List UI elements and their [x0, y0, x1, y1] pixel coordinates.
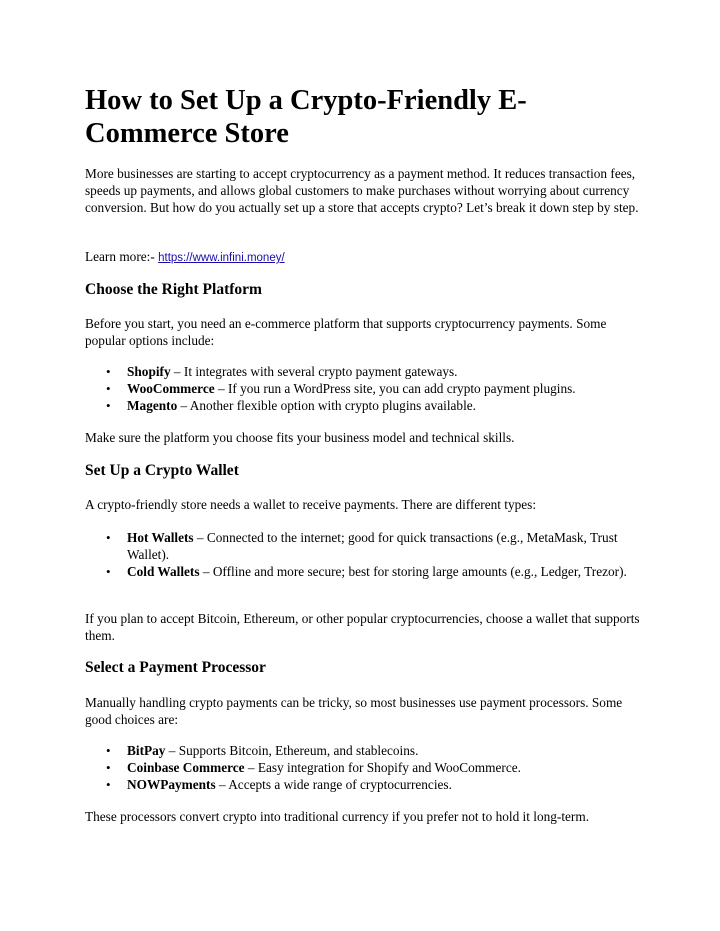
list-item: [85, 563, 645, 580]
list-item-term: Shopify: [127, 364, 171, 379]
list-item-term: Coinbase Commerce: [127, 760, 245, 775]
section-closing-processor: These processors convert crypto into traditional currency if you prefer not to hold it long-term.: [85, 809, 590, 824]
bullet-icon: •: [106, 564, 111, 579]
bullet-icon: •: [106, 364, 111, 379]
learn-more-link[interactable]: https://www.infini.money/: [158, 252, 285, 264]
intro-paragraph: More businesses are starting to accept cryptocurrency as a payment method. It reduces transaction fees, speeds up payments, and allows global customers to make purchases without worrying about currency conversion. But how do you actually set up a store that accepts crypto? Let’s break it down step by step.: [85, 166, 639, 215]
list-item-term: WooCommerce: [127, 381, 215, 396]
list-item-term: NOWPayments: [127, 777, 216, 792]
bullet-icon: •: [106, 398, 111, 413]
bullet-icon: •: [106, 760, 111, 775]
learn-more-label: Learn more:-: [85, 249, 159, 264]
section-closing-platform: Make sure the platform you choose fits your business model and technical skills.: [85, 430, 515, 445]
list-item: [85, 380, 645, 397]
list-item: [85, 529, 645, 563]
wallet-list: [85, 529, 645, 580]
section-heading-platform: Choose the Right Platform: [85, 281, 262, 298]
bullet-icon: •: [106, 381, 111, 396]
list-item: [85, 759, 645, 776]
list-item-term: BitPay: [127, 743, 166, 758]
section-lead-processor: Manually handling crypto payments can be tricky, so most businesses use payment processors. Some good choices are:: [85, 695, 623, 727]
section-lead-wallet: A crypto-friendly store needs a wallet to receive payments. There are different types:: [85, 497, 537, 512]
list-item: [85, 397, 645, 414]
processor-list: [85, 742, 645, 793]
page-title: How to Set Up a Crypto-Friendly E-Commerce Store: [85, 85, 527, 149]
platform-list: [85, 363, 645, 414]
bullet-icon: •: [106, 743, 111, 758]
list-item: [85, 363, 645, 380]
list-item: [85, 776, 645, 793]
list-item-desc: – Connected to the internet; good for quick transactions (e.g., MetaMask, Trust Wallet).: [127, 530, 618, 562]
list-item-desc: – Offline and more secure; best for storing large amounts (e.g., Ledger, Trezor).: [199, 564, 627, 579]
list-item-term: Hot Wallets: [127, 530, 194, 545]
list-item-desc: – It integrates with several crypto payment gateways.: [170, 364, 458, 379]
section-lead-platform: Before you start, you need an e-commerce platform that supports cryptocurrency payments. Some popular options include:: [85, 316, 607, 348]
learn-more-line: [85, 248, 645, 267]
list-item-desc: – If you run a WordPress site, you can add crypto payment plugins.: [214, 381, 576, 396]
list-item-desc: – Accepts a wide range of cryptocurrencies.: [215, 777, 452, 792]
list-item-desc: – Supports Bitcoin, Ethereum, and stablecoins.: [165, 743, 419, 758]
list-item: [85, 742, 645, 759]
bullet-icon: •: [106, 777, 111, 792]
list-item-desc: – Easy integration for Shopify and WooCommerce.: [244, 760, 521, 775]
bullet-icon: •: [106, 530, 111, 545]
section-closing-wallet: If you plan to accept Bitcoin, Ethereum, or other popular cryptocurrencies, choose a wallet that supports them.: [85, 611, 640, 643]
list-item-term: Cold Wallets: [127, 564, 200, 579]
section-heading-processor: Select a Payment Processor: [85, 659, 266, 676]
list-item-term: Magento: [127, 398, 178, 413]
section-heading-wallet: Set Up a Crypto Wallet: [85, 462, 239, 479]
list-item-desc: – Another flexible option with crypto plugins available.: [177, 398, 476, 413]
